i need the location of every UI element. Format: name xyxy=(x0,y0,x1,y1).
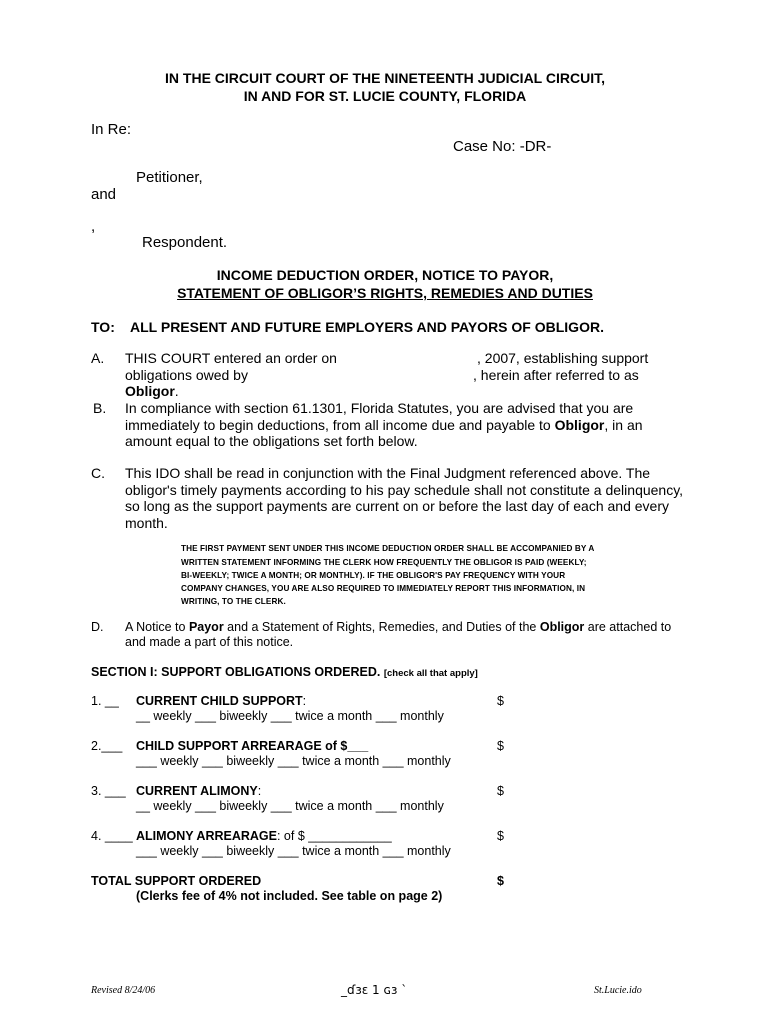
in-re-label: In Re: xyxy=(91,121,132,138)
total-support-amount: $ xyxy=(497,874,504,888)
notice-line1: THE FIRST PAYMENT SENT UNDER THIS INCOME DEDUCTION ORDER SHALL BE ACCOMPANIED BY A xyxy=(181,544,595,553)
para-d-line2: and made a part of this notice. xyxy=(125,635,294,649)
para-d-line1c: and a Statement of Rights, Remedies, and Duties of the xyxy=(223,620,540,634)
obligation-1-suffix: : xyxy=(302,694,307,708)
obligation-1-amount: $ xyxy=(497,694,504,708)
para-a-line3 xyxy=(125,383,179,399)
and-label: and xyxy=(91,186,117,203)
notice-line3: BI-WEEKLY; TWICE A MONTH; OR MONTHLY). IF THE OBLIGOR'S PAY FREQUENCY WITH YOUR xyxy=(181,571,566,580)
document-title-line1: INCOME DEDUCTION ORDER, NOTICE TO PAYOR, xyxy=(216,267,554,283)
para-c-line4: month. xyxy=(125,515,168,531)
obligation-4-title: ALIMONY ARREARAGE xyxy=(136,829,277,843)
section-1-title: SECTION I: SUPPORT OBLIGATIONS ORDERED. xyxy=(91,665,381,679)
obligation-2-amount: $ xyxy=(497,739,504,753)
obligation-4-amount: $ xyxy=(497,829,504,843)
para-b-line2a: immediately to begin deductions, from all income due and payable to xyxy=(125,417,555,433)
obligation-3-label xyxy=(136,784,261,798)
obligation-2-label xyxy=(136,739,368,753)
para-b-line2c: , in an xyxy=(604,417,643,433)
obligation-2-title: CHILD SUPPORT ARREARAGE of $___ xyxy=(136,739,369,753)
para-b-line2 xyxy=(125,417,643,433)
obligation-2-number: 2.___ xyxy=(91,739,123,753)
obligor-term: Obligor xyxy=(554,417,605,433)
obligation-3-frequency: __ weekly ___ biweekly ___ twice a month ___ monthly xyxy=(136,799,444,813)
obligation-1-number: 1. __ xyxy=(91,694,119,708)
obligation-2-frequency: ___ weekly ___ biweekly ___ twice a month ___ monthly xyxy=(136,754,451,768)
para-c-marker: C. xyxy=(91,465,105,481)
obligation-1-label xyxy=(136,694,306,708)
total-support-note: (Clerks fee of 4% not included. See table on page 2) xyxy=(136,889,443,903)
footer-revised-date: Revised 8/24/06 xyxy=(91,985,156,996)
para-a-line1b: , 2007, establishing support xyxy=(477,350,649,366)
to-recipients: ALL PRESENT AND FUTURE EMPLOYERS AND PAYORS OF OBLIGOR. xyxy=(130,319,604,335)
para-d-marker: D. xyxy=(91,620,104,634)
notice-line2: WRITTEN STATEMENT INFORMING THE CLERK HOW FREQUENTLY THE OBLIGOR IS PAID (WEEKLY; xyxy=(181,558,587,567)
petitioner-label: Petitioner, xyxy=(136,169,203,186)
para-b-line3: amount equal to the obligations set forth below. xyxy=(125,433,418,449)
para-a-line1a: THIS COURT entered an order on xyxy=(125,350,337,366)
caption-comma: , xyxy=(91,218,96,235)
para-a-line2a: obligations owed by xyxy=(125,367,248,383)
footer-page-number: _ɗɜɛ 1 ɢɜ ` xyxy=(341,983,408,997)
obligation-4-number: 4. ____ xyxy=(91,829,133,843)
obligation-3-amount: $ xyxy=(497,784,504,798)
para-d-line1a: A Notice to xyxy=(125,620,189,634)
notice-line4: COMPANY CHANGES, YOU ARE ALSO REQUIRED TO IMMEDIATELY REPORT THIS INFORMATION, IN xyxy=(181,584,586,593)
court-name-line1: IN THE CIRCUIT COURT OF THE NINETEENTH JUDICIAL CIRCUIT, xyxy=(165,70,605,86)
para-a-marker: A. xyxy=(91,350,105,366)
total-support-label: TOTAL SUPPORT ORDERED xyxy=(91,874,262,888)
para-d-line1e: are attached to xyxy=(584,620,672,634)
obligation-4-label xyxy=(136,829,392,843)
obligation-1-title: CURRENT CHILD SUPPORT xyxy=(136,694,303,708)
para-a-period: . xyxy=(174,383,179,399)
obligor-term: Obligor xyxy=(539,620,585,634)
section-1-hint: [check all that apply] xyxy=(383,668,478,679)
respondent-label: Respondent. xyxy=(142,234,228,251)
case-number: Case No: -DR- xyxy=(453,138,552,155)
para-c-line1: This IDO shall be read in conjunction with the Final Judgment referenced above. The xyxy=(125,465,651,481)
to-label: TO: xyxy=(91,319,115,335)
court-name-line2: IN AND FOR ST. LUCIE COUNTY, FLORIDA xyxy=(243,88,527,104)
footer-file-name: St.Lucie.ido xyxy=(594,985,642,996)
para-b-line1: In compliance with section 61.1301, Florida Statutes, you are advised that you are xyxy=(125,400,634,416)
document-title-line2: STATEMENT OF OBLIGOR’S RIGHTS, REMEDIES AND DUTIES xyxy=(177,285,593,301)
obligor-term: Obligor xyxy=(125,383,175,399)
para-c-line2: obligor's timely payments according to his pay schedule shall not constitute a delinquency, xyxy=(125,482,684,498)
para-d-line1 xyxy=(125,620,671,634)
obligation-4-frequency: ___ weekly ___ biweekly ___ twice a month ___ monthly xyxy=(136,844,451,858)
obligation-1-frequency: __ weekly ___ biweekly ___ twice a month ___ monthly xyxy=(136,709,444,723)
notice-line5: WRITING, TO THE CLERK. xyxy=(181,597,286,606)
obligation-3-title: CURRENT ALIMONY xyxy=(136,784,258,798)
obligation-3-suffix: : xyxy=(257,784,262,798)
para-a-line2b: , herein after referred to as xyxy=(473,367,639,383)
section-1-heading xyxy=(91,665,478,679)
para-c-line3: so long as the support payments are current on or before the last day of each and every xyxy=(125,498,669,514)
para-b-marker: B. xyxy=(93,400,107,416)
payor-term: Payor xyxy=(188,620,224,634)
obligation-3-number: 3. ___ xyxy=(91,784,126,798)
obligation-4-suffix: : of $ ____________ xyxy=(276,829,392,843)
